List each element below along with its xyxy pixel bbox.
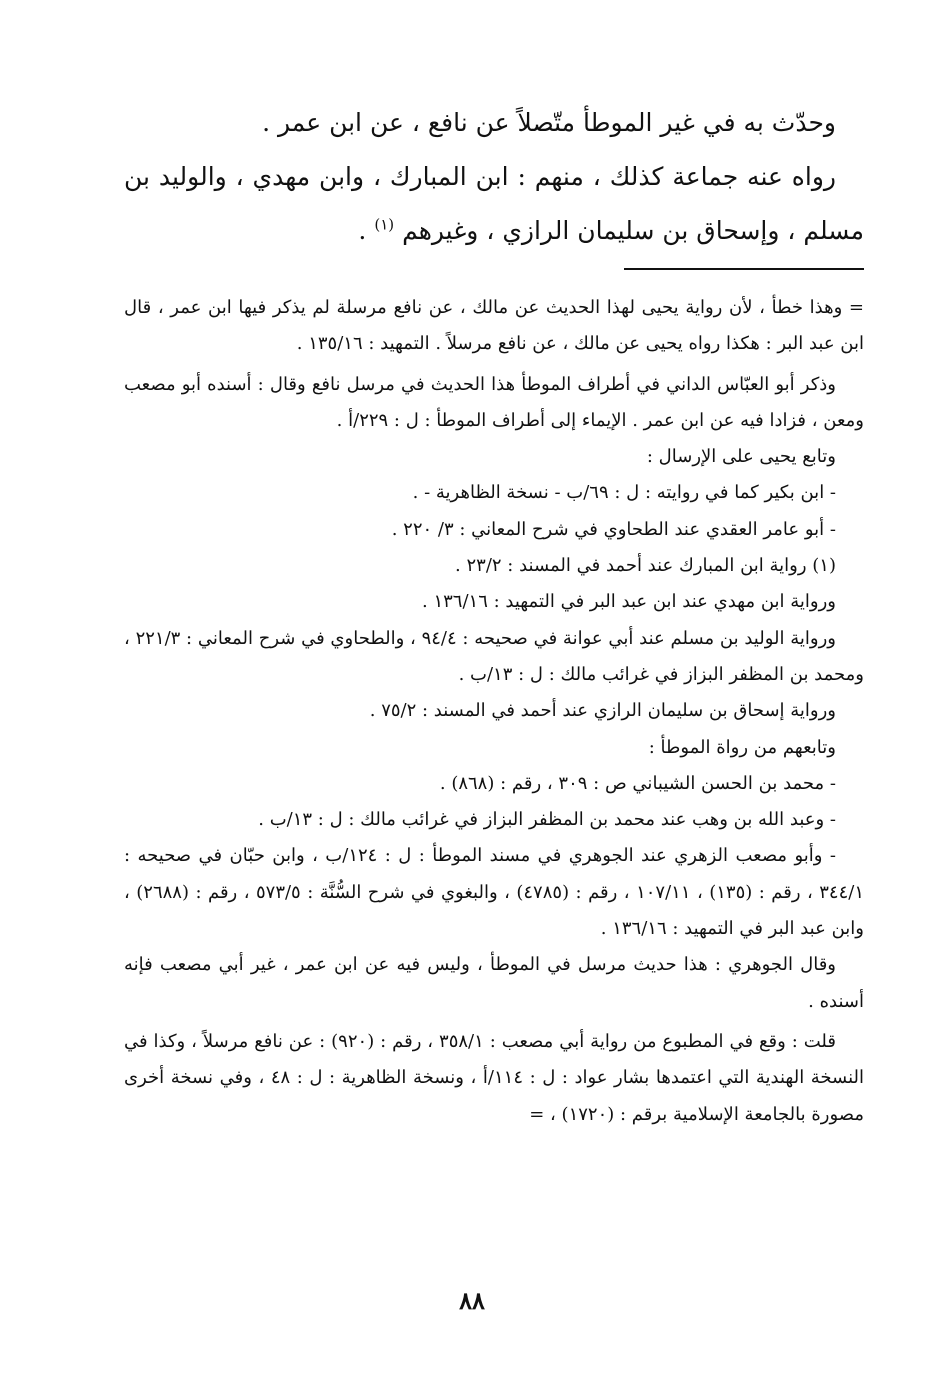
footnote-paragraph: - أبو عامر العقدي عند الطحاوي في شرح المعاني : ٣/ ٢٢٠ . [391, 518, 836, 540]
footnote-paragraph: وتابعهم من رواة الموطأ : [648, 736, 836, 758]
footnote-paragraph: - محمد بن الحسن الشيباني ص : ٣٠٩ ، رقم : (٨٦٨) . [439, 772, 836, 794]
page-number: ٨٨ [459, 1286, 485, 1315]
main-line-1: وحدّث به في غير الموطأ متّصلاً عن نافع ، عن ابن عمر . [262, 108, 836, 137]
footnote-1: (١) رواية ابن المبارك عند أحمد في المسند : ٢٣/٢ . [455, 555, 836, 577]
footnote-paragraph: - وعبد الله بن وهب عند محمد بن المظفر البزاز في غرائب مالك : ل : ١٣/ب . [258, 809, 836, 831]
footnotes [124, 290, 864, 1133]
footnote-paragraph: - وأبو مصعب الزهري عند الجوهري في مسند الموطأ : ل : ١٢٤/ب ، وابن حبّان في صحيحه : ٣٤٤/١ ، رقم : (١٣٥) ، ١٠٧/١١ ، رقم : (٤٧٨٥) ، والبغوي في شرح السُّنَّة : ٥٧٣/٥ ، رقم : (٢٦٨٨) ، وابن عبد البر في التمهيد : ١٣٦/١٦ . [124, 845, 865, 940]
footnote-paragraph: ورواية إسحاق بن سليمان الرازي عند أحمد في المسند : ٧٥/٢ . [369, 700, 836, 722]
footnote-paragraph: ورواية الوليد بن مسلم عند أبي عوانة في صحيحه : ٩٤/٤ ، والطحاوي في شرح المعاني : ٢٢١/٣ ، ومحمد بن المظفر البزاز في غرائب مالك : ل : ١٣/ب . [124, 627, 864, 685]
footnote-paragraph: ورواية ابن مهدي عند ابن عبد البر في التمهيد : ١٣٦/١٦ . [422, 591, 836, 613]
footnote-reference[interactable]: (١) [374, 215, 395, 234]
footnote-paragraph: قلت : وقع في المطبوع من رواية أبي مصعب : ٣٥٨/١ ، رقم : (٩٢٠) : عن نافع مرسلاً ، وكذا في النسخة الهندية التي اعتمدها بشار عواد : ل : ١١٤/أ ، ونسخة الظاهرية : ل : ٤٨ ، وفي نسخة أخرى مصورة بالجامعة الإسلامية برقم : (١٧٢٠) ، = [124, 1030, 865, 1125]
main-text [124, 96, 864, 258]
footnote-paragraph: = وهذا خطأ ، لأن رواية يحيى لهذا الحديث عن مالك ، عن نافع مرسلة لم يذكر فيها ابن عمر ، قال ابن عبد البر : هكذا رواه يحيى عن مالك ، عن نافع مرسلاً . التمهيد : ١٣٥/١٦ . [124, 297, 864, 355]
footnote-paragraph: - ابن بكير كما في روايته : ل : ٦٩/ب - نسخة الظاهرية - . [412, 482, 836, 504]
main-paragraph-2 [124, 150, 864, 258]
footnote-paragraph: وذكر أبو العبّاس الداني في أطراف الموطأ هذا الحديث في مرسل نافع وقال : أسنده أبو مصعب ومعن ، فزادا فيه عن ابن عمر . الإيماء إلى أطراف الموطأ : ل : ٢٢٩/أ . [124, 373, 864, 431]
footnote-paragraph: وتابع يحيى على الإرسال : [646, 446, 836, 468]
footnote-separator [624, 268, 864, 270]
footnote-paragraph: وقال الجوهري : هذا حديث مرسل في الموطأ ، وليس فيه عن ابن عمر ، غير أبي مصعب فإنه أسنده . [124, 954, 864, 1012]
main-paragraph-2-end: . [358, 216, 375, 245]
main-paragraph-2-text: رواه عنه جماعة كذلك ، منهم : ابن المبارك ، وابن مهدي ، والوليد بن مسلم ، وإسحاق بن سليمان الرازي ، وغيرهم [124, 162, 864, 245]
